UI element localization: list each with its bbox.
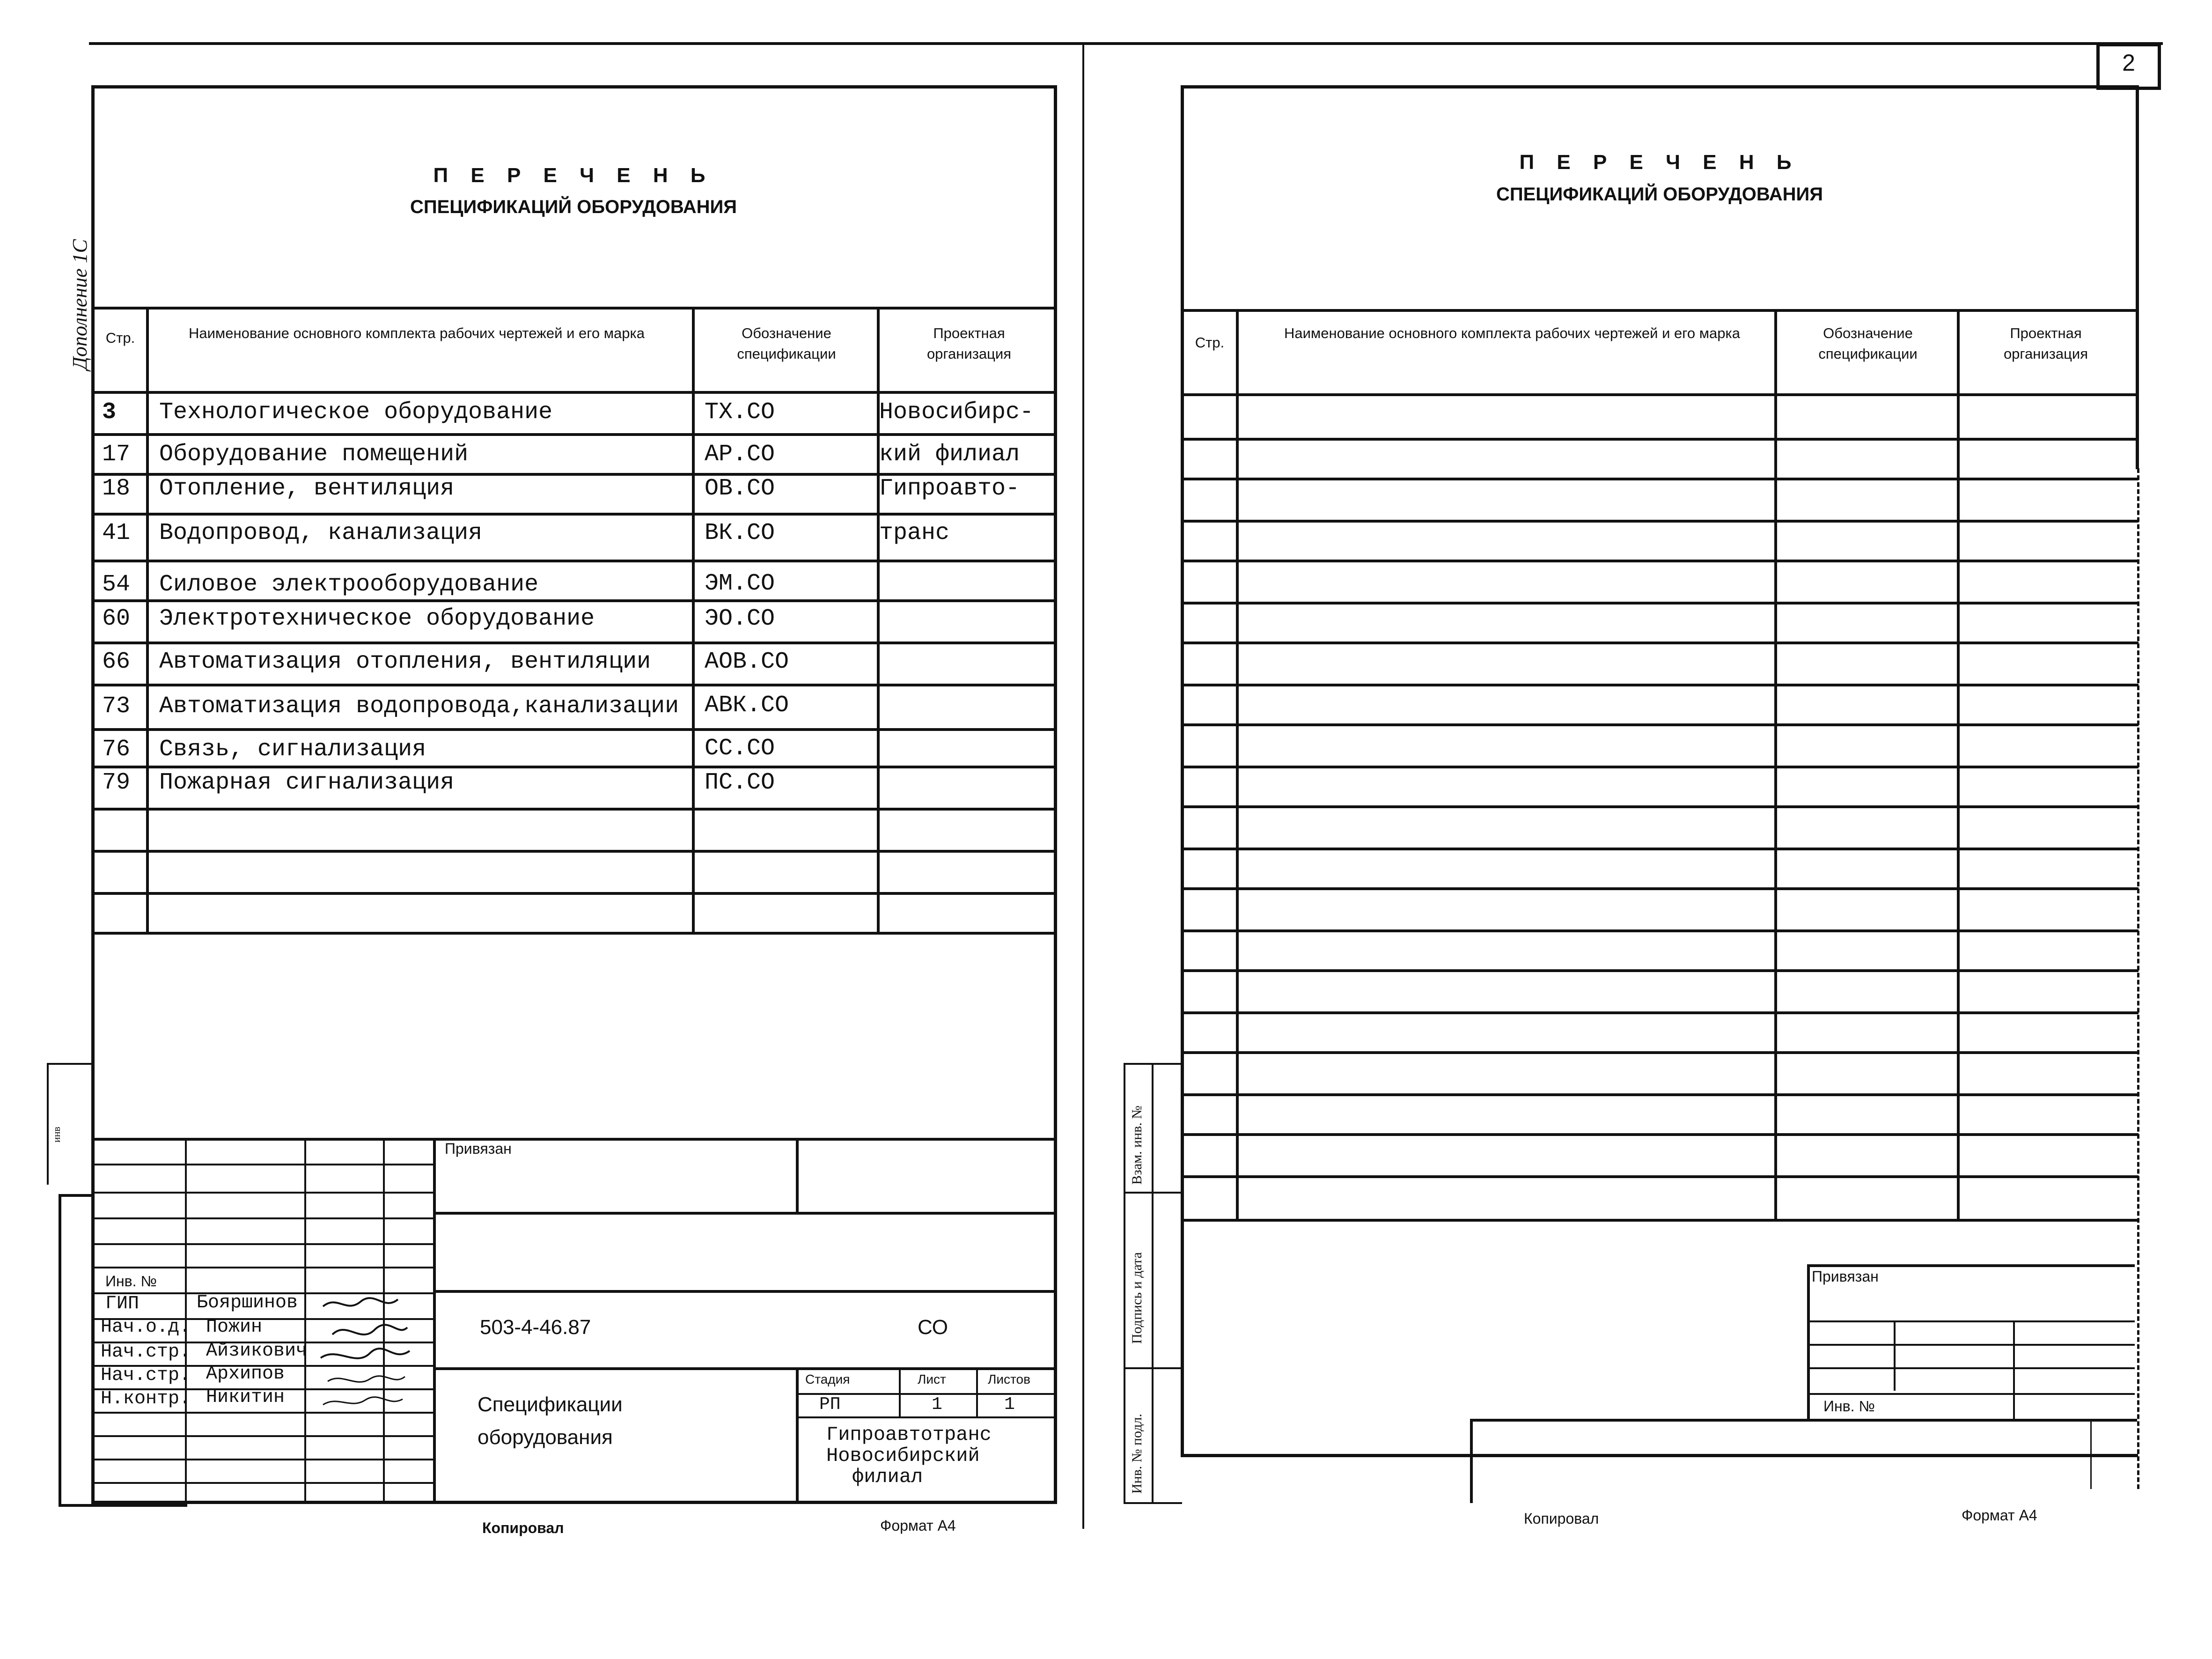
staff-role: Нач.о.д. xyxy=(101,1317,191,1338)
left-row-line xyxy=(94,808,1057,811)
left-row-page: 41 xyxy=(102,520,131,546)
right-side-block-line xyxy=(1124,1367,1182,1369)
left-row-line xyxy=(94,932,1057,935)
left-stamp-col xyxy=(433,1138,436,1503)
right-stamp-line xyxy=(2090,1419,2092,1489)
left-row-org: кий филиал xyxy=(879,441,1020,468)
right-stamp-line xyxy=(1807,1264,2135,1267)
left-stamp-col xyxy=(796,1367,799,1503)
left-row-page: 54 xyxy=(102,571,131,598)
sheet-label: Лист xyxy=(918,1372,946,1386)
right-stamp-line xyxy=(1470,1419,1473,1503)
left-side-block-line xyxy=(47,1063,49,1185)
right-row-line xyxy=(1183,1219,2139,1222)
right-inv-label: Инв. № xyxy=(1823,1398,1875,1415)
left-row-org: Новосибирс- xyxy=(879,399,1034,426)
staff-name: Пожин xyxy=(206,1317,263,1338)
left-row-name: Электротехническое оборудование xyxy=(159,605,595,632)
left-side-block-line xyxy=(47,1063,94,1065)
left-row-name: Водопровод, канализация xyxy=(159,520,483,546)
right-side-block-line xyxy=(1124,1063,1182,1065)
staff-role: Нач.стр. xyxy=(101,1342,191,1363)
left-col2-line xyxy=(692,307,695,934)
right-stamp-line xyxy=(1470,1419,2137,1422)
margin-note: Дополнение 1С xyxy=(68,239,91,370)
right-footer-copied: Копировал xyxy=(1524,1510,1599,1527)
left-stamp-row xyxy=(94,1459,433,1460)
left-stamp-top xyxy=(94,1138,1057,1141)
left-row-name: Связь, сигнализация xyxy=(159,736,426,763)
side-label-sign-date: Подпись и дата xyxy=(1129,1252,1145,1344)
left-row-code: АР.СО xyxy=(705,441,775,468)
right-side-block-line xyxy=(1124,1063,1125,1503)
left-row-org: транс xyxy=(879,520,950,546)
left-row-code: ПС.СО xyxy=(705,769,775,796)
left-row-page: 17 xyxy=(102,441,131,468)
right-sheet-edge-dashed xyxy=(2137,468,2139,1489)
left-row-line xyxy=(94,850,1057,853)
right-stamp-line xyxy=(1807,1320,2135,1322)
left-row-line xyxy=(94,641,1057,644)
staff-role: Н.контр. xyxy=(101,1388,191,1409)
left-footer-copied: Копировал xyxy=(482,1519,564,1536)
left-row-page: 79 xyxy=(102,769,131,796)
left-stamp-row xyxy=(433,1290,1057,1293)
right-col3-line xyxy=(1957,309,1960,1221)
left-footer-format: Формат А4 xyxy=(880,1517,956,1534)
org-line1: Гипроавтотранс xyxy=(826,1423,992,1446)
staff-name: Айзикович xyxy=(206,1341,308,1362)
left-row-code: АВК.СО xyxy=(705,692,789,719)
left-row-code: ОВ.СО xyxy=(705,475,775,502)
side-label-inv-orig: Инв. № подл. xyxy=(1129,1414,1145,1494)
left-side-block-line xyxy=(59,1194,94,1197)
right-row-line xyxy=(1183,848,2139,850)
left-row-org: Гипроавто- xyxy=(879,475,1020,502)
left-stamp-row xyxy=(94,1482,433,1484)
left-row-code: ЭО.СО xyxy=(705,605,775,632)
left-row-line xyxy=(94,513,1057,516)
staff-name: Бояршинов xyxy=(197,1292,298,1313)
left-col-header-page: Стр. xyxy=(105,330,135,346)
left-title: П Е Р Е Ч Е Н Ь xyxy=(433,164,714,187)
signatures-icon xyxy=(318,1292,412,1414)
right-col-header-code: Обозначение спецификации xyxy=(1818,325,1918,362)
right-row-line xyxy=(1183,1133,2139,1136)
right-col1-line xyxy=(1236,309,1239,1221)
right-header-bottom xyxy=(1183,393,2139,396)
left-row-name: Автоматизация отопления, вентиляции xyxy=(159,649,651,675)
left-row-line xyxy=(94,892,1057,895)
left-row-name: Оборудование помещений xyxy=(159,441,469,468)
right-stamp-line xyxy=(1894,1320,1896,1391)
sheets-label: Листов xyxy=(988,1372,1030,1386)
staff-role: Нач.стр. xyxy=(101,1365,191,1386)
right-title: П Е Р Е Ч Е Н Ь xyxy=(1519,151,1800,174)
right-row-line xyxy=(1183,1051,2139,1054)
left-subtitle: СПЕЦИФИКАЦИЙ ОБОРУДОВАНИЯ xyxy=(410,197,737,217)
right-row-line xyxy=(1183,478,2139,480)
right-stamp-line xyxy=(1807,1367,2135,1369)
right-row-line xyxy=(1183,1011,2139,1014)
left-row-name: Пожарная сигнализация xyxy=(159,769,455,796)
left-col-header-name: Наименование основного комплекта рабочих чертежей и его марка xyxy=(188,325,645,341)
right-stamp-line xyxy=(1807,1393,2135,1395)
left-side-block-line xyxy=(59,1194,61,1505)
right-col2-line xyxy=(1774,309,1777,1221)
right-subtitle: СПЕЦИФИКАЦИЙ ОБОРУДОВАНИЯ xyxy=(1496,184,1823,205)
right-stamp-line xyxy=(1807,1264,1810,1419)
left-col-header-org: Проектная организация xyxy=(926,325,1012,362)
left-row-code: ТХ.СО xyxy=(705,399,775,426)
left-stamp-row xyxy=(94,1267,433,1268)
left-row-line xyxy=(94,560,1057,562)
left-col-header-code: Обозначение спецификации xyxy=(737,325,836,362)
right-row-line xyxy=(1183,560,2139,562)
right-side-block-line xyxy=(1124,1192,1182,1194)
right-sheet-frame xyxy=(1181,85,2138,1457)
left-stamp-col xyxy=(796,1138,799,1213)
doc-code: 503-4-46.87 xyxy=(480,1316,591,1339)
right-row-line xyxy=(1183,684,2139,686)
inv-label: Инв. № xyxy=(105,1273,157,1290)
left-stamp-col xyxy=(976,1367,978,1416)
left-side-block-line xyxy=(59,1504,187,1507)
left-stamp-col xyxy=(899,1367,901,1416)
right-col-header-page: Стр. xyxy=(1195,334,1225,351)
left-col1-line xyxy=(146,307,149,934)
left-row-code: ВК.СО xyxy=(705,520,775,546)
left-stamp-row xyxy=(94,1217,433,1219)
right-row-line xyxy=(1183,887,2139,890)
left-stamp-row xyxy=(94,1243,433,1245)
right-stamp-line xyxy=(1807,1344,2135,1346)
left-stamp-row xyxy=(94,1192,433,1194)
org-line2: Новосибирский xyxy=(826,1445,980,1467)
left-row-page: 73 xyxy=(102,693,131,720)
left-stamp-row xyxy=(796,1416,1057,1418)
left-row-line xyxy=(94,684,1057,686)
privyazan-label: Привязан xyxy=(445,1140,512,1157)
right-row-line xyxy=(1183,929,2139,932)
left-table-top xyxy=(94,307,1057,310)
margin-small: инв xyxy=(51,1127,62,1143)
left-row-name: Технологическое оборудование xyxy=(159,399,553,426)
right-row-line xyxy=(1183,438,2139,441)
right-table-top xyxy=(1183,309,2139,312)
top-rule xyxy=(89,42,2163,45)
left-row-name: Автоматизация водопровода,канализации xyxy=(159,693,679,720)
right-side-block-line xyxy=(1124,1502,1182,1504)
sheets-value: 1 xyxy=(1004,1394,1015,1415)
left-row-line xyxy=(94,766,1057,768)
right-col-header-name: Наименование основного комплекта рабочих чертежей и его марка xyxy=(1284,325,1741,341)
right-row-line xyxy=(1183,1175,2139,1178)
left-row-line xyxy=(94,599,1057,602)
right-row-line xyxy=(1183,969,2139,972)
left-row-name: Отопление, вентиляция xyxy=(159,475,455,502)
left-header-bottom xyxy=(94,391,1057,394)
left-row-name: Силовое электрооборудование xyxy=(159,571,539,598)
left-stamp-row xyxy=(433,1367,1057,1370)
right-row-line xyxy=(1183,602,2139,605)
right-row-line xyxy=(1183,805,2139,808)
right-privyazan-label: Привязан xyxy=(1812,1268,1879,1285)
right-row-line xyxy=(1183,520,2139,523)
left-row-page: 66 xyxy=(102,649,131,675)
left-row-page: 18 xyxy=(102,475,131,502)
left-stamp-row xyxy=(433,1212,1057,1215)
right-col-header-org: Проектная организация xyxy=(2003,325,2088,362)
right-row-line xyxy=(1183,1093,2139,1096)
left-row-code: ЭМ.СО xyxy=(705,570,775,597)
left-row-code: АОВ.СО xyxy=(705,649,789,675)
left-row-page: 3 xyxy=(102,399,117,426)
left-stamp-row xyxy=(94,1164,433,1165)
side-label-replace-inv: Взам. инв. № xyxy=(1129,1105,1145,1185)
org-line3: филиал xyxy=(852,1466,923,1488)
right-row-line xyxy=(1183,641,2139,644)
left-row-page: 76 xyxy=(102,736,131,763)
left-row-code: СС.СО xyxy=(705,735,775,762)
staff-role: ГИП xyxy=(105,1293,140,1314)
doc-title-line1: Спецификации xyxy=(478,1393,623,1416)
doc-mark: СО xyxy=(918,1316,948,1339)
stage-value: РП xyxy=(819,1394,841,1415)
right-side-block-line xyxy=(1152,1063,1154,1503)
left-row-line xyxy=(94,728,1057,731)
sheet-value: 1 xyxy=(932,1394,942,1415)
doc-title-line2: оборудования xyxy=(478,1426,613,1449)
right-stamp-line xyxy=(2013,1320,2015,1419)
center-fold xyxy=(1082,44,1084,1529)
left-row-page: 60 xyxy=(102,605,131,632)
staff-name: Никитин xyxy=(206,1387,285,1408)
stage-label: Стадия xyxy=(805,1372,850,1386)
right-row-line xyxy=(1183,766,2139,768)
staff-name: Архипов xyxy=(206,1364,285,1385)
left-row-line xyxy=(94,433,1057,436)
right-row-line xyxy=(1183,723,2139,726)
right-sheet-edge xyxy=(2136,85,2139,469)
page-number: 2 xyxy=(2122,50,2135,76)
right-footer-format: Формат А4 xyxy=(1962,1507,2037,1524)
left-stamp-row xyxy=(94,1435,433,1437)
